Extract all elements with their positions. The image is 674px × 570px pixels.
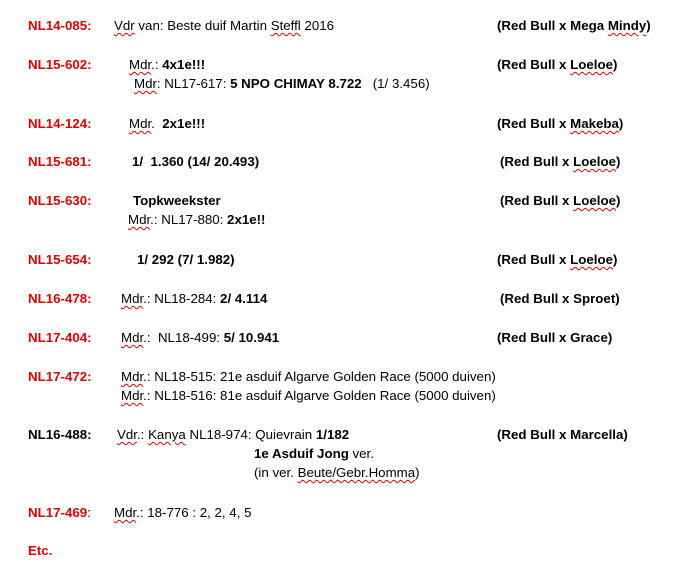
ring-number: NL17-469: — [28, 505, 91, 520]
ring-number: NL14-124: — [28, 116, 92, 131]
entry-line: Mdr.: 18-776 : 2, 2, 4, 5 — [114, 505, 252, 520]
ring-number: NL17-472: — [28, 369, 92, 384]
ring-number: NL15-602: — [28, 57, 92, 72]
ring-number: NL15-630: — [28, 193, 92, 208]
entry-line: Topkweekster — [133, 193, 221, 208]
parents: (Red Bull x Loeloe) — [497, 57, 618, 72]
entry-text: van: Beste duif Martin — [134, 18, 271, 33]
ring-number: NL17-404: — [28, 330, 92, 345]
entry-line: Mdr.: NL18-516: 81e asduif Algarve Golden Race (5000 duiven) — [121, 388, 496, 403]
entry-line: Mdr.: NL18-515: 21e asduif Algarve Golden Race (5000 duiven) — [121, 369, 496, 384]
parents: (Red Bull x Marcella) — [497, 427, 628, 442]
entry-line: (in ver. Beute/Gebr.Homma) — [254, 465, 420, 480]
entry-line: 1e Asduif Jong ver. — [254, 446, 374, 461]
entry-line: Mdr.: NL18-499: 5/ 10.941 — [121, 330, 280, 345]
entry-line — [114, 18, 334, 34]
entry-line: Mdr.: NL17-880: 2x1e!! — [128, 212, 266, 227]
entry-line: Mdr. 2x1e!!! — [129, 116, 206, 131]
ring-number: NL16-478: — [28, 291, 92, 306]
ring-number: NL14-085: — [28, 18, 92, 33]
entry-name: Steffl — [270, 18, 301, 33]
entry-line: 1/ 1.360 (14/ 20.493) — [132, 154, 260, 169]
parents: (Red Bull x Grace) — [497, 330, 613, 345]
ring-number: NL15-654: — [28, 252, 92, 267]
entry-line: Vdr.: Kanya NL18-974: Quievrain 1/182 — [117, 427, 350, 442]
entry-line: 1/ 292 (7/ 1.982) — [137, 252, 235, 267]
entry-text: 2016 — [300, 18, 335, 33]
parents: (Red Bull x Sproet) — [500, 291, 620, 306]
parents: (Red Bull x Loeloe) — [500, 154, 621, 169]
entry-line: Mdr.: NL18-284: 2/ 4.114 — [121, 291, 268, 306]
parents: (Red Bull x Mega Mindy) — [497, 18, 651, 33]
parents: (Red Bull x Loeloe) — [500, 193, 621, 208]
entry-prefix: Vdr — [114, 18, 135, 33]
entry-line: Mdr.: 4x1e!!! — [129, 57, 206, 72]
ring-number: NL16-488: — [28, 427, 92, 442]
entry-line: Mdr: NL17-617: 5 NPO CHIMAY 8.722 (1/ 3.456) — [134, 76, 430, 91]
parents: (Red Bull x Loeloe) — [497, 252, 618, 267]
ring-number: NL15-681: — [28, 154, 92, 169]
parents: (Red Bull x Makeba) — [497, 116, 624, 131]
footer-etc: Etc. — [28, 543, 53, 558]
